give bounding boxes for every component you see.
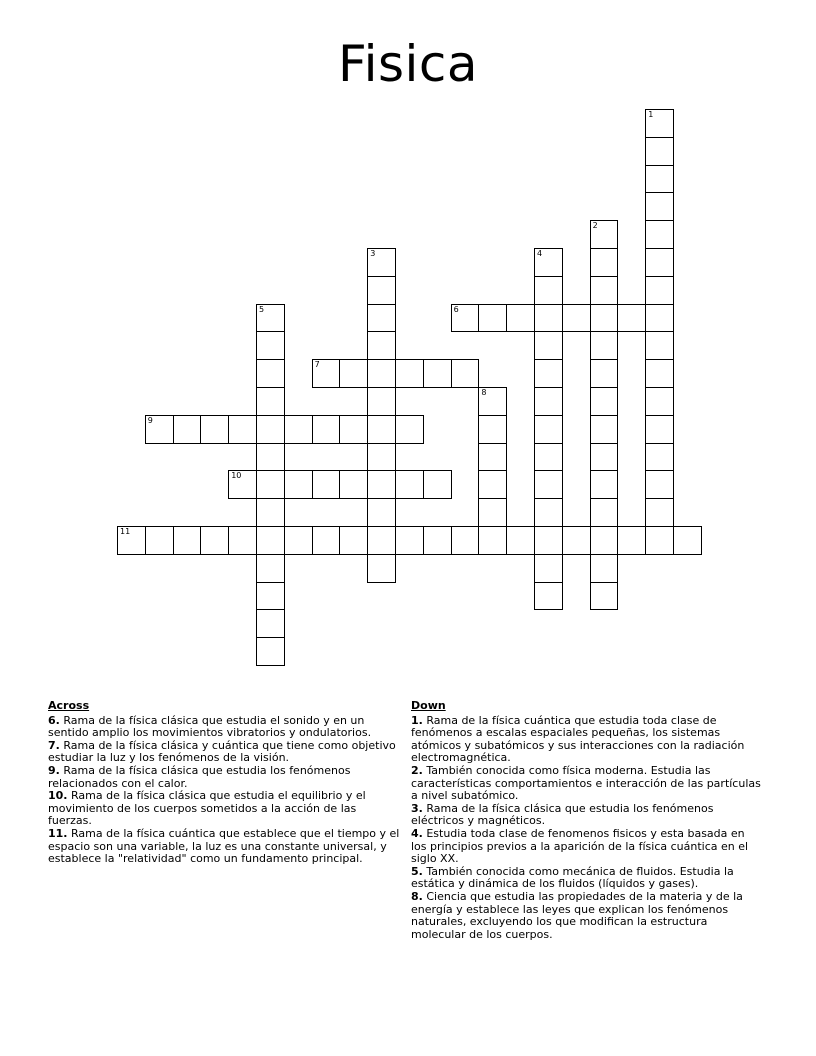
crossword-cell[interactable]	[367, 359, 396, 388]
crossword-cell[interactable]	[645, 220, 674, 249]
crossword-cell[interactable]	[534, 387, 563, 416]
crossword-cell[interactable]	[506, 526, 535, 555]
crossword-cell[interactable]	[256, 443, 285, 472]
crossword-cell[interactable]	[617, 304, 646, 333]
crossword-cell[interactable]	[228, 526, 257, 555]
crossword-cell[interactable]	[645, 359, 674, 388]
clue-number: 2.	[411, 763, 423, 777]
crossword-cell[interactable]	[256, 331, 285, 360]
crossword-cell[interactable]	[451, 304, 480, 333]
crossword-cell[interactable]	[645, 331, 674, 360]
crossword-cell[interactable]	[645, 276, 674, 305]
clue-text: También conocida como mecánica de fluidos. Estudia la estática y dinámica de los fluidos (líquidos y gases).	[411, 864, 734, 891]
crossword-cell[interactable]	[645, 443, 674, 472]
crossword-cell[interactable]	[312, 359, 341, 388]
clue-number: 8.	[411, 889, 423, 903]
crossword-cell[interactable]	[228, 415, 257, 444]
crossword-cell[interactable]	[423, 359, 452, 388]
clue-number: 5.	[411, 864, 423, 878]
crossword-cell[interactable]	[478, 498, 507, 527]
crossword-cell[interactable]	[478, 304, 507, 333]
crossword-cell[interactable]	[367, 304, 396, 333]
crossword-cell[interactable]	[451, 359, 480, 388]
crossword-cell[interactable]	[145, 526, 174, 555]
crossword-cell[interactable]	[534, 248, 563, 277]
crossword-cell[interactable]	[534, 415, 563, 444]
clue-number: 11.	[48, 826, 68, 840]
across-heading: Across	[48, 699, 90, 712]
crossword-cell[interactable]	[590, 554, 619, 583]
clue-down-4	[411, 828, 763, 866]
crossword-cell[interactable]	[590, 443, 619, 472]
crossword-cell[interactable]	[534, 331, 563, 360]
cell-number: 9	[147, 415, 153, 425]
crossword-cell[interactable]	[256, 387, 285, 416]
crossword-cell[interactable]	[534, 443, 563, 472]
crossword-cell[interactable]	[228, 470, 257, 499]
crossword-cell[interactable]	[367, 387, 396, 416]
page-title: Fisica	[337, 35, 479, 93]
crossword-cell[interactable]	[645, 526, 674, 555]
down-clues	[411, 700, 763, 941]
clue-across-10	[48, 790, 400, 828]
crossword-cell[interactable]	[645, 165, 674, 194]
crossword-cell[interactable]	[645, 415, 674, 444]
crossword-cell[interactable]	[423, 470, 452, 499]
crossword-cell[interactable]	[478, 470, 507, 499]
cell-number: 6	[453, 304, 459, 314]
cell-number: 10	[231, 471, 242, 481]
clue-number: 9.	[48, 763, 60, 777]
crossword-cell[interactable]	[256, 637, 285, 666]
crossword-cell[interactable]	[590, 248, 619, 277]
crossword-cell[interactable]	[534, 582, 563, 611]
cell-number: 2	[592, 221, 598, 231]
crossword-cell[interactable]	[173, 526, 202, 555]
clue-down-1	[411, 715, 763, 765]
crossword-cell[interactable]	[534, 304, 563, 333]
crossword-cell[interactable]	[339, 415, 368, 444]
crossword-cell[interactable]	[256, 498, 285, 527]
clue-number: 3.	[411, 801, 423, 815]
cell-number: 4	[537, 249, 543, 258]
clue-text: Ciencia que estudia las propiedades de la materia y de la energía y establece las leyes que explican los fenómenos naturales, excluyendo los que modifican la estructura molecular de los cuerpos.	[411, 889, 743, 941]
crossword-cell[interactable]	[312, 415, 341, 444]
crossword-cell[interactable]	[645, 192, 674, 221]
clue-down-2	[411, 765, 763, 803]
clue-text: Rama de la física clásica que estudia el sonido y en un sentido amplio los movimientos vibratorios y ondulatorios.	[48, 713, 372, 740]
crossword-cell[interactable]	[590, 359, 619, 388]
crossword-cell[interactable]	[367, 526, 396, 555]
cell-number: 1	[648, 110, 654, 119]
crossword-cell[interactable]	[200, 415, 229, 444]
clue-text: También conocida como física moderna. Estudia las características comportamientos e interacción de las partículas a nivel subatómico.	[411, 763, 761, 803]
crossword-cell[interactable]	[312, 526, 341, 555]
crossword-cell[interactable]	[673, 526, 702, 555]
crossword-cell[interactable]	[173, 415, 202, 444]
clue-number: 7.	[48, 738, 60, 752]
crossword-cell[interactable]	[478, 443, 507, 472]
crossword-cell[interactable]	[117, 526, 146, 555]
crossword-cell[interactable]	[590, 276, 619, 305]
crossword-cell[interactable]	[423, 526, 452, 555]
crossword-cell[interactable]	[534, 359, 563, 388]
crossword-cell[interactable]	[256, 526, 285, 555]
crossword-cell[interactable]	[645, 109, 674, 138]
crossword-cell[interactable]	[506, 304, 535, 333]
crossword-cell[interactable]	[478, 415, 507, 444]
crossword-cell[interactable]	[645, 498, 674, 527]
crossword-cell[interactable]	[534, 498, 563, 527]
crossword-cell[interactable]	[590, 220, 619, 249]
clue-number: 6.	[48, 713, 60, 727]
crossword-cell[interactable]	[645, 248, 674, 277]
clue-down-8	[411, 891, 763, 941]
crossword-cell[interactable]	[284, 526, 313, 555]
crossword-cell[interactable]	[367, 331, 396, 360]
crossword-cell[interactable]	[590, 498, 619, 527]
crossword-cell[interactable]	[256, 415, 285, 444]
crossword-cell[interactable]	[200, 526, 229, 555]
crossword-cell[interactable]	[645, 137, 674, 166]
crossword-cell[interactable]	[645, 470, 674, 499]
crossword-cell[interactable]	[562, 304, 591, 333]
crossword-cell[interactable]	[367, 554, 396, 583]
crossword-cell[interactable]	[590, 470, 619, 499]
crossword-cell[interactable]	[367, 415, 396, 444]
crossword-cell[interactable]	[645, 304, 674, 333]
crossword-cell[interactable]	[451, 526, 480, 555]
crossword-cell[interactable]	[590, 304, 619, 333]
crossword-cell[interactable]	[395, 526, 424, 555]
crossword-cell[interactable]	[590, 526, 619, 555]
crossword-cell[interactable]	[395, 470, 424, 499]
clue-down-5	[411, 866, 763, 891]
clue-text: Rama de la física clásica que estudia el equilibrio y el movimiento de los cuerpos sometidos a la acción de las fuerzas.	[48, 789, 366, 828]
crossword-cell[interactable]	[256, 609, 285, 638]
crossword-cell[interactable]	[284, 415, 313, 444]
crossword-cell[interactable]	[617, 526, 646, 555]
cell-number: 7	[314, 360, 320, 370]
cell-number: 5	[259, 304, 265, 314]
crossword-cell[interactable]	[256, 304, 285, 333]
crossword-cell[interactable]	[395, 359, 424, 388]
clue-across-7	[48, 740, 400, 765]
clue-number: 1.	[411, 713, 423, 727]
clue-text: Rama de la física cuántica que estudia toda clase de fenómenos a escalas espaciales pequeñas, los sistemas atómicos y subatómicos y sus interacciones con la radiación electromagnética.	[411, 713, 745, 765]
crossword-cell[interactable]	[312, 470, 341, 499]
crossword-cell[interactable]	[534, 276, 563, 305]
down-heading: Down	[411, 699, 446, 712]
crossword-cell[interactable]	[367, 470, 396, 499]
crossword-cell[interactable]	[478, 387, 507, 416]
clue-across-11	[48, 828, 400, 866]
crossword-cell[interactable]	[395, 415, 424, 444]
clue-text: Rama de la física clásica que estudia los fenómenos relacionados con el calor.	[48, 763, 351, 790]
crossword-cell[interactable]	[367, 248, 396, 277]
crossword-cell[interactable]	[256, 554, 285, 583]
crossword-cell[interactable]	[367, 276, 396, 305]
crossword-cell[interactable]	[367, 443, 396, 472]
crossword-cell[interactable]	[562, 526, 591, 555]
crossword-cell[interactable]	[256, 582, 285, 611]
across-clues	[48, 700, 400, 866]
crossword-cell[interactable]	[590, 331, 619, 360]
crossword-cell[interactable]	[256, 359, 285, 388]
clue-text: Rama de la física clásica que estudia los fenómenos eléctricos y magnéticos.	[411, 801, 714, 828]
clue-text: Rama de la física cuántica que establece que el tiempo y el espacio son una variable, la luz es una constante universal, y establece la "relatividad" como un fundamento principal.	[48, 826, 400, 866]
crossword-cell[interactable]	[339, 470, 368, 499]
crossword-cell[interactable]	[284, 470, 313, 499]
crossword-cell[interactable]	[534, 526, 563, 555]
crossword-cell[interactable]	[590, 582, 619, 611]
cell-number: 8	[481, 388, 487, 397]
cell-number: 3	[370, 249, 376, 258]
clue-down-3	[411, 803, 763, 828]
crossword-cell[interactable]	[339, 526, 368, 555]
clue-number: 4.	[411, 826, 423, 840]
crossword-cell[interactable]	[367, 498, 396, 527]
clue-number: 10.	[48, 789, 68, 803]
clue-text: Estudia toda clase de fenomenos fisicos y esta basada en los principios previos a la aparición de la física cuántica en el siglo XX.	[411, 826, 749, 866]
clue-text: Rama de la física clásica y cuántica que tiene como objetivo estudiar la luz y los fenómenos de la visión.	[48, 738, 396, 765]
clue-across-9	[48, 765, 400, 790]
crossword-cell[interactable]	[590, 387, 619, 416]
crossword-cell[interactable]	[339, 359, 368, 388]
crossword-cell[interactable]	[645, 387, 674, 416]
crossword-cell[interactable]	[478, 526, 507, 555]
crossword-cell[interactable]	[145, 415, 174, 444]
crossword-cell[interactable]	[590, 415, 619, 444]
crossword-cell[interactable]	[256, 470, 285, 499]
clue-across-6	[48, 715, 400, 740]
cell-number: 11	[120, 527, 131, 536]
crossword-cell[interactable]	[534, 470, 563, 499]
crossword-cell[interactable]	[534, 554, 563, 583]
